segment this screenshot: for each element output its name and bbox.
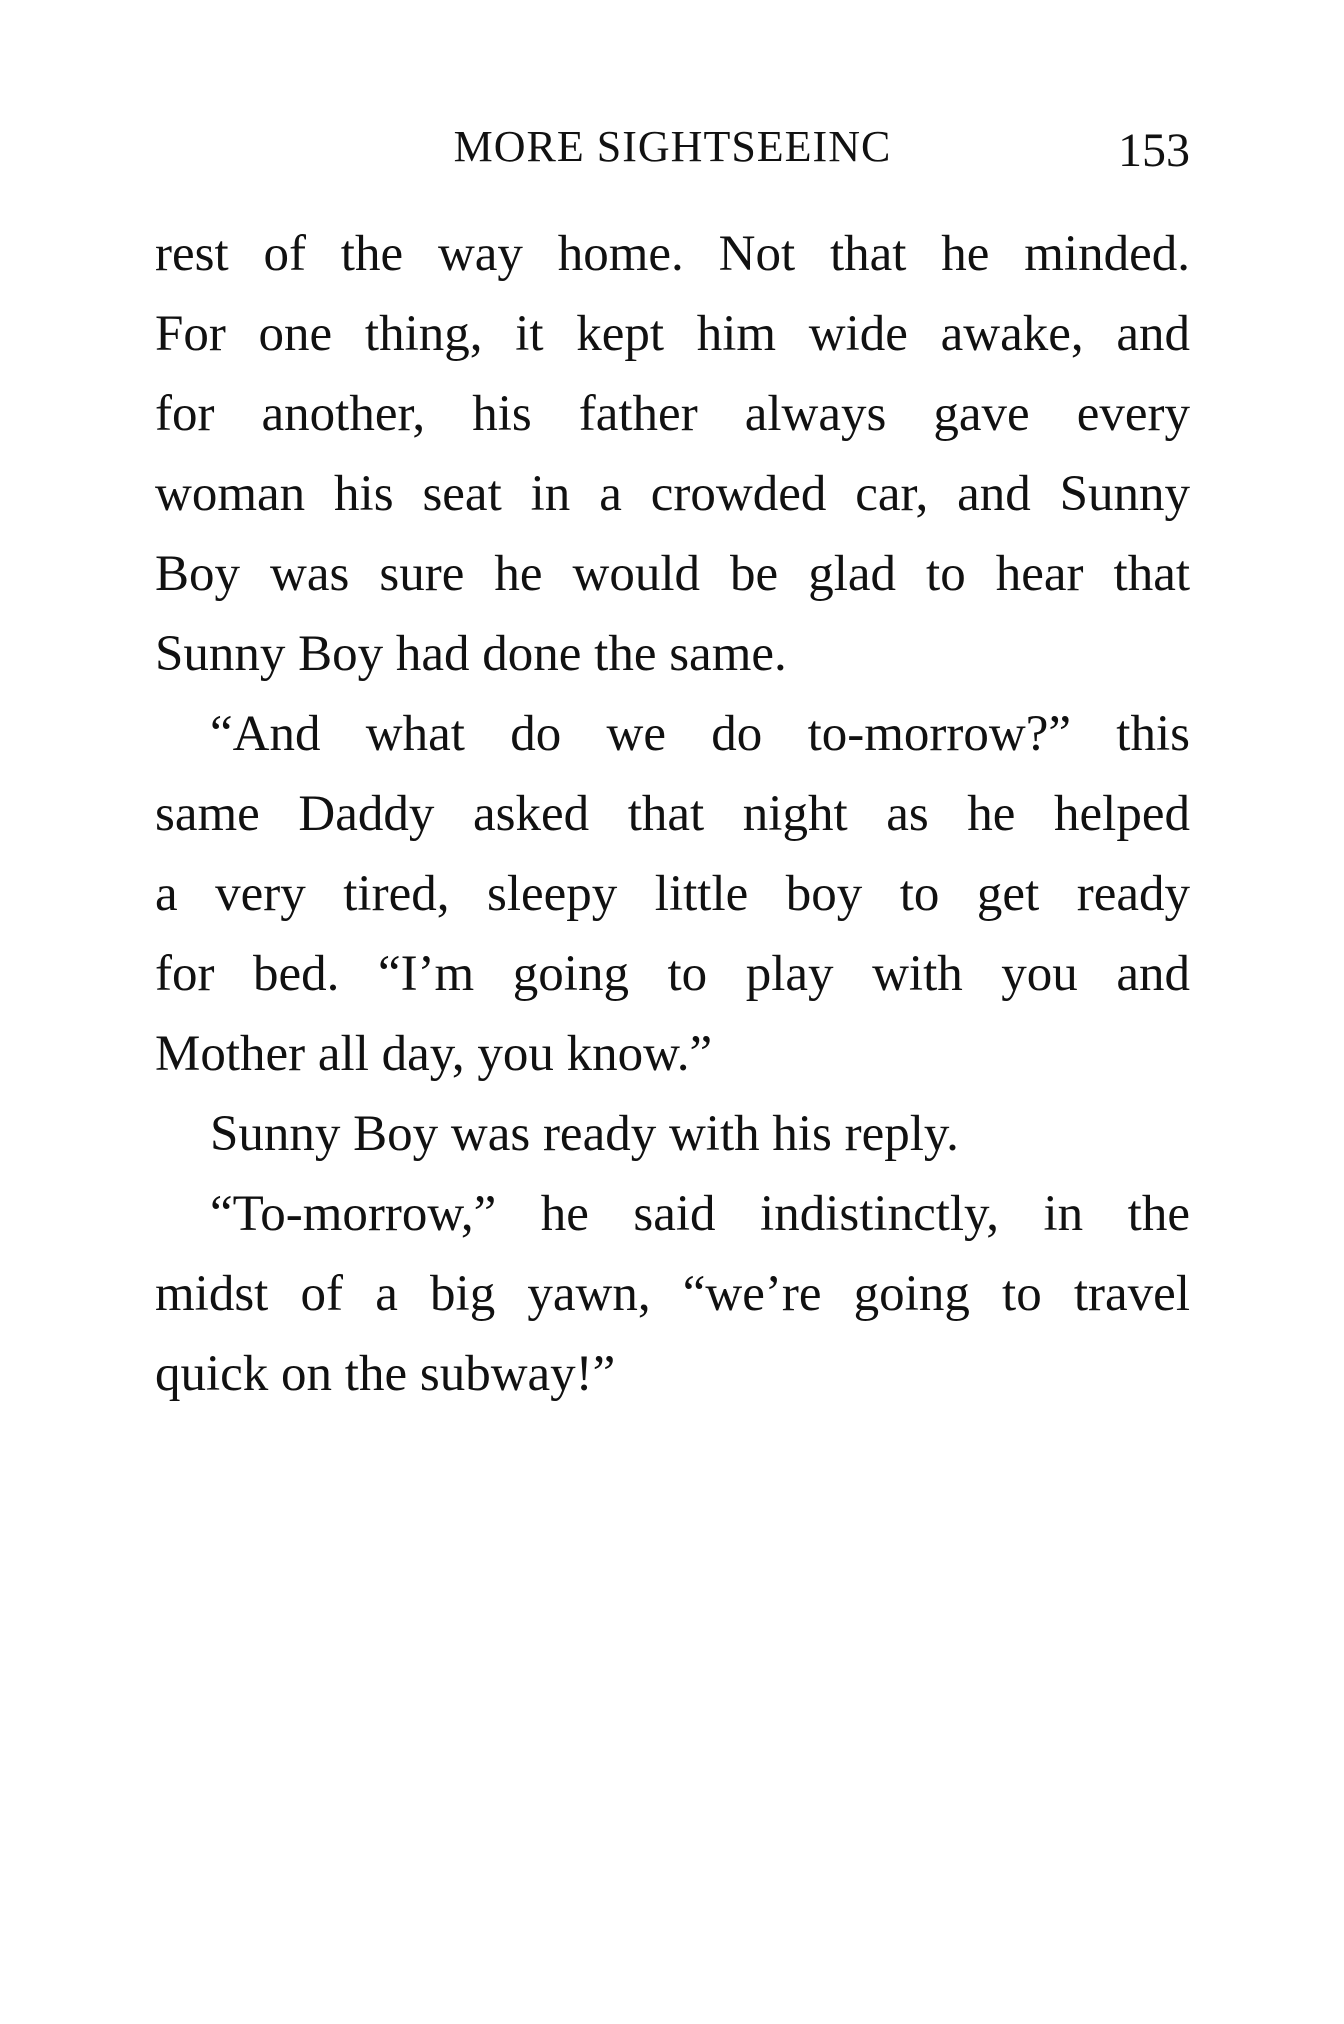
text-line: Sunny Boy was ready with his reply. (210, 1106, 959, 1162)
text-line: Boy was sure he would be glad to hear that (155, 546, 1190, 602)
text-line: a very tired, sleepy little boy to get ready (155, 866, 1190, 922)
text-line: for bed. “I’m going to play with you and (155, 946, 1190, 1002)
text-line: “To-morrow,” he said indistinctly, in the (210, 1186, 1190, 1242)
page-number: 153 (1118, 124, 1190, 177)
text-line: “And what do we do to-morrow?” this (210, 706, 1190, 762)
text-line: for another, his father always gave every (155, 386, 1190, 442)
body-text (155, 214, 1190, 1414)
text-line: Mother all day, you know.” (155, 1026, 713, 1082)
text-line: midst of a big yawn, “we’re going to travel (155, 1266, 1190, 1322)
text-line: woman his seat in a crowded car, and Sunny (155, 466, 1190, 522)
running-head (155, 112, 1190, 182)
text-line: For one thing, it kept him wide awake, and (155, 306, 1190, 362)
text-line: quick on the subway!” (155, 1346, 616, 1402)
text-line: Sunny Boy had done the same. (155, 626, 787, 682)
text-line: same Daddy asked that night as he helped (155, 786, 1190, 842)
text-line: rest of the way home. Not that he minded. (155, 226, 1190, 282)
running-title: MORE SIGHTSEEINC (453, 122, 892, 171)
